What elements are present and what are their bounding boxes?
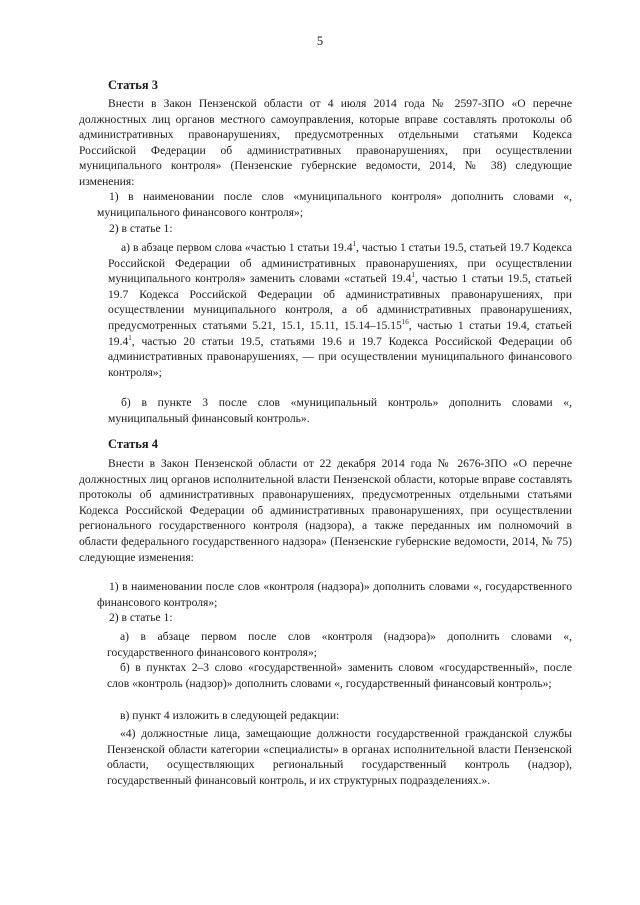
article-4-item-2: 2) в статье 1: (109, 611, 173, 624)
article-4-item-1: 1) в наименовании после слов «контроля (надзора)» дополнить словами «, государственного финансового контроля»; (97, 580, 572, 609)
superscript-4: 1 (128, 333, 132, 342)
superscript-3: 16 (401, 318, 409, 327)
article-3-item-2: 2) в статье 1: (109, 222, 173, 235)
page-number: 5 (316, 34, 324, 48)
article-4-intro: Внести в Закон Пензенской области от 22 декабря 2014 года № 2676-ЗПО «О перечне должностных лиц органов исполнительной власти Пензенской области, которые вправе составлять протоколы об административных правонарушениях, предусмотренных отдельными статьями Кодекса Российской Федерации об административных правонарушениях, при осуществлении регионального государственного контроля (надзора), а также переданных им полномочий в области федерального государственного надзора» (Пензенские губернские ведомости, 2014, № 75) следующие изменения: (79, 457, 572, 564)
article-3-item-2a-part3: , частью 1 статьи 19.5, статьей 19.7 Кодекса Российской Федерации об административных правонарушениях, при осуществлении муниципального контроля, а об административных правонарушениях, предусмотренных статьями 5.21, 15.1, 15.11, 15.14–15.15 (108, 272, 572, 332)
article-4-item-2a: а) в абзаце первом после слов «контроля (надзора)» дополнить словами «, государственного финансового контроля»; (107, 630, 572, 659)
article-3-item-2a-part5: , частью 20 статьи 19.5, статьями 19.6 и 19.7 Кодекса Российской Федерации об административных правонарушениях, — при осуществлении муниципального финансового контроля»; (108, 334, 572, 379)
article-3-item-2a-part4: , частью 1 статьи 19.4, статьей 19.4 (108, 318, 572, 348)
article-3-item-2a-part1: а) в абзаце первом слова «частью 1 статьи 19.4 (121, 241, 353, 254)
article-3-item-1: 1) в наименовании после слов «муниципального контроля» дополнить словами «, муниципального финансового контроля»; (97, 190, 572, 219)
article-4-item-2b: б) в пунктах 2–3 слово «государственной» заменить словом «государственный», после слов «контроль (надзор)» дополнить словами «, государственный финансовый контроль»; (107, 661, 572, 690)
article-3-item-2b: б) в пункте 3 после слов «муниципальный контроль» дополнить словами «, муниципальный финансовый контроль». (108, 396, 572, 425)
article-3-item-2a (108, 240, 572, 380)
article-3-heading: Статья 3 (108, 78, 158, 92)
article-3-item-2a-part2: , частью 1 статьи 19.5, статьей 19.7 Кодекса Российской Федерации об административных правонарушениях, при осуществлении муниципального контроля» заменить словами «статьей 19.4 (108, 241, 573, 286)
article-4-item-2c: в) пункт 4 изложить в следующей редакции: (120, 709, 340, 722)
article-4-quote: «4) должностные лица, замещающие должности государственной гражданской службы Пензенской области категории «специалисты» в органах исполнительной власти Пензенской области, осуществляющих региональный государственный контроль (надзор), государственный финансовый контроль, и их структурных подразделениях.». (107, 727, 572, 787)
superscript-1: 1 (352, 240, 357, 249)
superscript-2: 1 (411, 271, 415, 280)
article-3-intro: Внести в Закон Пензенской области от 4 июля 2014 года № 2597-ЗПО «О перечне должностных лиц органов местного самоуправления, которые вправе составлять протоколы об административных правонарушениях, предусмотренных отдельными статьями Кодекса Российской Федерации об административных правонарушениях, при осуществлении муниципального контроля» (Пензенские губернские ведомости, 2014, № 38) следующие изменения: (79, 97, 572, 188)
article-4-heading: Статья 4 (108, 437, 158, 451)
